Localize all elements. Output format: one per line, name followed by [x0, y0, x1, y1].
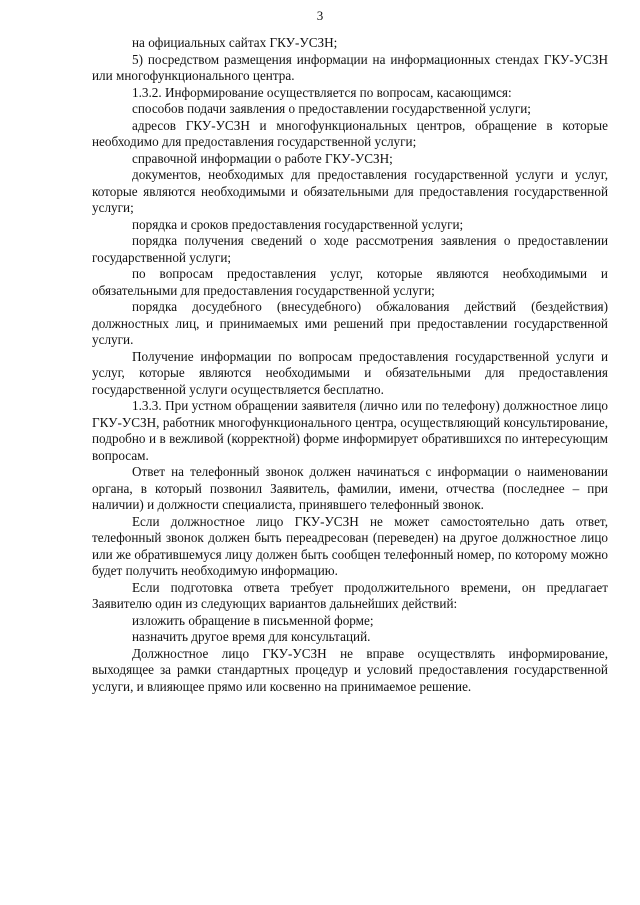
paragraph-info-stands: 5) посредством размещения информации на информационных стендах ГКУ-УСЗН или многофункционального центра.: [92, 51, 608, 83]
paragraph-free-of-charge: Получение информации по вопросам предоставления государственной услуги и услуг, которые являются необходимыми и обязательными для предоставления государственной услуги осуществляется бесплатно.: [92, 348, 608, 397]
paragraph-1-3-2-heading: 1.3.2. Информирование осуществляется по вопросам, касающимся:: [132, 84, 512, 100]
paragraph-call-redirect: Если должностное лицо ГКУ-УСЗН не может самостоятельно дать ответ, телефонный звонок должен быть переадресован (переведен) на другое должностное лицо или же обратившемуся лицу должен быть сообщен телефонный номер, по которому можно будет получить необходимую информацию.: [92, 513, 608, 578]
paragraph-long-preparation: Если подготовка ответа требует продолжительного времени, он предлагает Заявителю один из следующих вариантов дальнейших действий:: [92, 579, 608, 611]
paragraph-official-sites: на официальных сайтах ГКУ-УСЗН;: [132, 35, 338, 50]
paragraph-option-written: изложить обращение в письменной форме;: [132, 612, 374, 628]
paragraph-addresses: адресов ГКУ-УСЗН и многофункциональных центров, обращение в которые необходимо для предоставления государственной услуги;: [92, 117, 608, 149]
paragraph-phone-answer: Ответ на телефонный звонок должен начинаться с информации о наименовании органа, в который позвонил Заявитель, фамилии, имени, отчества (последнее – при наличии) и должности специалиста, принявшего телефонный звонок.: [92, 464, 608, 512]
paragraph-status-info: порядка получения сведений о ходе рассмотрения заявления о предоставлении государственной услуги;: [92, 233, 608, 265]
paragraph-procedure-terms: порядка и сроков предоставления государственной услуги;: [132, 216, 464, 232]
paragraph-appeal-procedure: порядка досудебного (внесудебного) обжалования действий (бездействия) должностных лиц, и принимаемых ими решений при предоставлении государственной услуги.: [92, 299, 608, 347]
paragraph-restrictions: Должностное лицо ГКУ-УСЗН не вправе осуществлять информирование, выходящее за рамки стандартных процедур и условий предоставления государственной услуги, и влияющее прямо или косвенно на принимаемое решение.: [92, 645, 608, 694]
paragraph-documents: документов, необходимых для предоставления государственной услуги и услуг, которые являются необходимыми и обязательными для предоставления государственной услуги;: [92, 167, 608, 215]
paragraph-reference-info: справочной информации о работе ГКУ-УСЗН;: [132, 150, 393, 166]
paragraph-option-reschedule: назначить другое время для консультаций.: [132, 629, 371, 644]
page-number: 3: [316, 8, 324, 23]
paragraph-required-services: по вопросам предоставления услуг, которые являются необходимыми и обязательными для предоставления государственной услуги;: [92, 266, 608, 298]
document-body: [92, 35, 608, 695]
paragraph-1-3-3-oral-request: 1.3.3. При устном обращении заявителя (лично или по телефону) должностное лицо ГКУ-УСЗН, работник многофункционального центра, осуществляющий консультирование, подробно и в вежливой (корректной) форме информирует обратившихся по интересующим вопросам.: [92, 398, 608, 463]
paragraph-application-methods: способов подачи заявления о предоставлении государственной услуги;: [132, 101, 531, 116]
